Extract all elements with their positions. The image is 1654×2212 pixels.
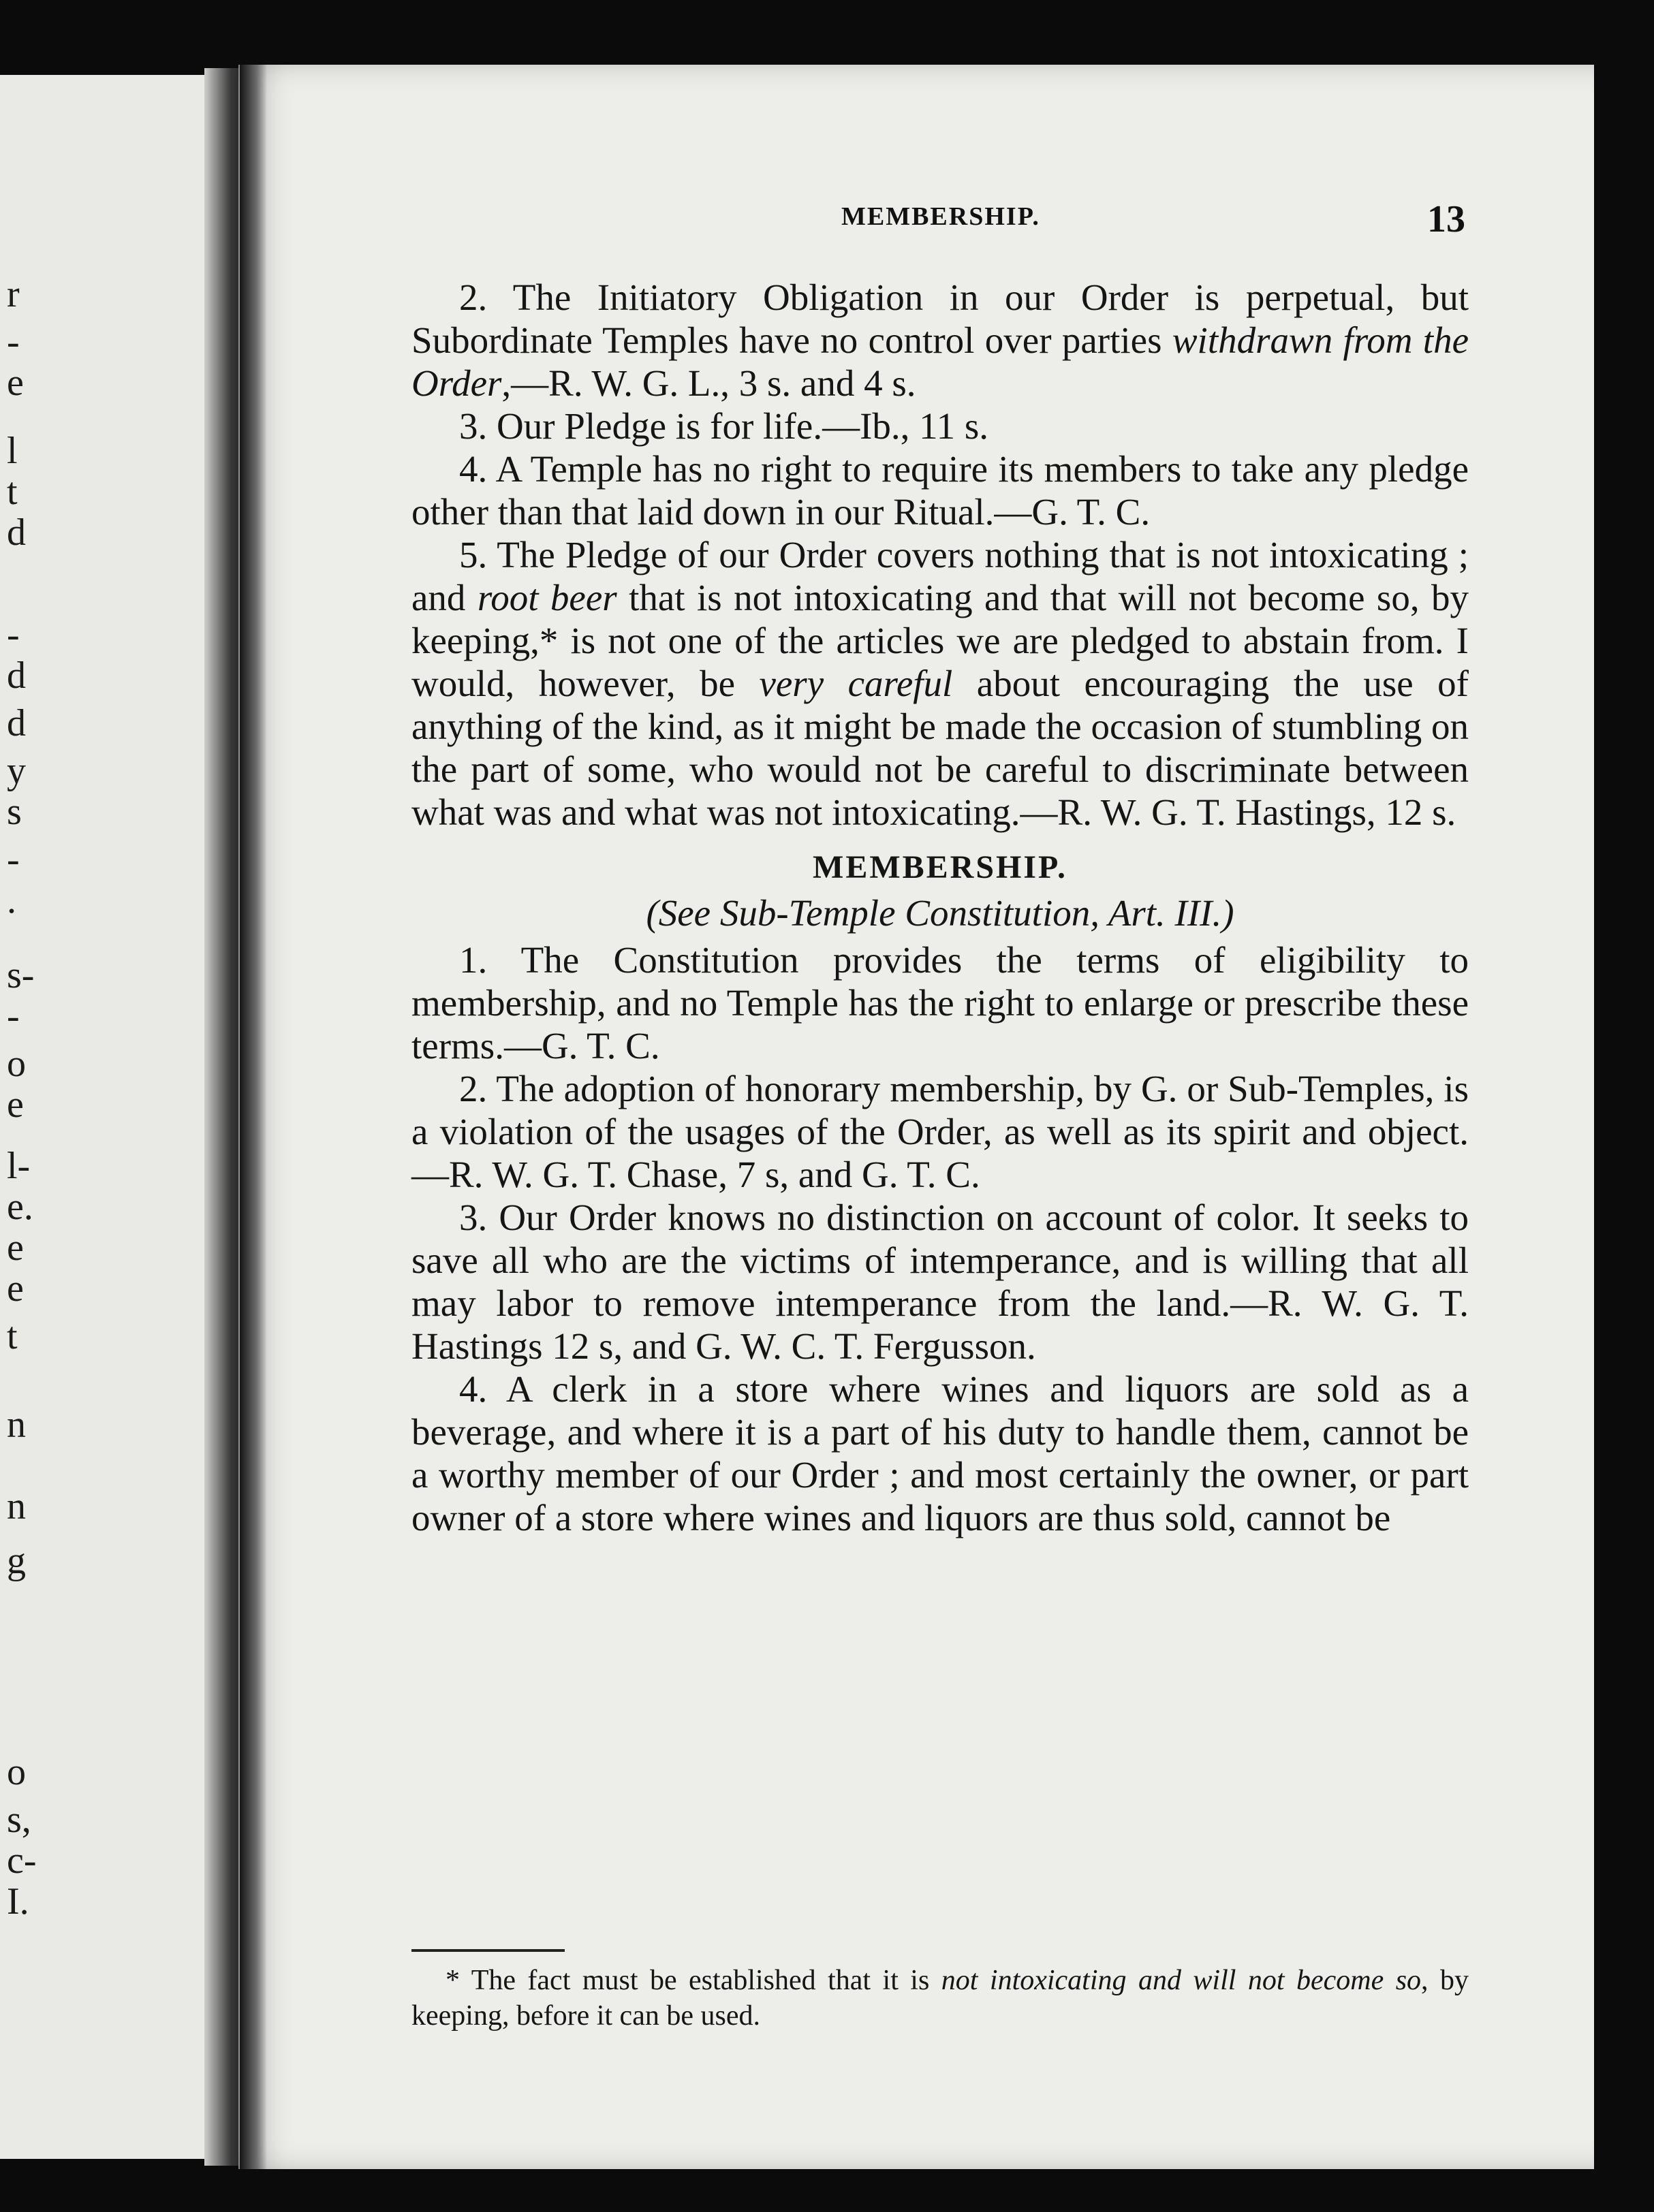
facing-page-glyph: d — [7, 654, 26, 697]
text-run: 2. The adoption of honorary membership, by G. or Sub-Temples, is a violation of the usages of the Order, as well as its spirit and object.—R. W. G. T. Chase, 7 s, and G. T. C. — [411, 1068, 1469, 1195]
facing-page-glyph: t — [7, 471, 18, 513]
facing-page-glyph: s- — [7, 954, 35, 996]
text-run: 4. A Temple has no right to require its members to take any pledge other than that laid down in our Ritual.—G. T. C. — [411, 448, 1469, 533]
italic-text: not intoxicating and will not become so — [941, 1965, 1422, 1996]
facing-page — [0, 75, 225, 2159]
paragraph — [411, 405, 1469, 447]
paragraphs-top — [411, 276, 1469, 834]
facing-page-glyph: e — [7, 362, 24, 404]
facing-page-glyph: d — [7, 702, 26, 744]
text-run: about encouraging the use of anything of the kind, as it might be made the occasion of stumbling on the part of some, who would not be careful to discriminate between what was and what was not intoxicating.—R. W. G. T. Hastings, 12 s. — [411, 663, 1469, 833]
facing-page-glyph: o — [7, 1043, 26, 1085]
text-run: 3. Our Order knows no distinction on account of color. It seeks to save all who are the victims of intemperance, and is willing that all may labor to remove intemperance from the land.—R. W. G. T. Hastings 12 s, and G. W. C. T. Fergusson. — [411, 1197, 1469, 1367]
facing-page-glyph: - — [7, 995, 20, 1037]
paragraph — [411, 447, 1469, 533]
facing-page-glyph: e. — [7, 1186, 33, 1228]
facing-page-glyph: s, — [7, 1799, 31, 1841]
text-run: 2. The Initiatory Obligation in our Order is perpetual, but Subordinate Temples have no control over parties — [411, 276, 1469, 361]
facing-page-glyph: r — [7, 273, 20, 315]
facing-page-glyph: t — [7, 1315, 18, 1357]
paragraph — [411, 1196, 1469, 1368]
facing-page-glyph: y — [7, 750, 26, 792]
page-number: 13 — [1427, 198, 1465, 240]
facing-page-glyph: - — [7, 321, 20, 363]
text-run: 4. A clerk in a store where wines and liquors are sold as a beverage, and where it is a part of his duty to handle them, cannot be a worthy member of our Order ; and most certainly the owner, or part owner of a store where wines and liquors are thus sold, cannot be — [411, 1368, 1469, 1538]
running-head: MEMBERSHIP. — [841, 202, 1040, 231]
text-run: ,—R. W. G. L., 3 s. and 4 s. — [501, 362, 916, 404]
facing-page-glyph: o — [7, 1751, 26, 1793]
section-heading: MEMBERSHIP. — [813, 849, 1067, 885]
paragraph — [411, 1067, 1469, 1196]
body-text — [411, 276, 1469, 1539]
facing-page-glyph: n — [7, 1404, 26, 1446]
facing-page-glyph: l — [7, 430, 18, 472]
footnote-rule — [411, 1949, 565, 1952]
facing-page-glyph: e — [7, 1084, 24, 1126]
facing-page-glyph: g — [7, 1540, 26, 1582]
text-run: 1. The Constitution provides the terms of eligibility to membership, and no Temple has the right to enlarge or prescribe these terms.—G. T. C. — [411, 939, 1469, 1066]
facing-page-glyph: - — [7, 614, 20, 656]
text-run: 3. Our Pledge is for life.—Ib., 11 s. — [459, 405, 989, 447]
italic-text: withdrawn from the Order — [411, 319, 1469, 404]
italic-text: very careful — [759, 663, 953, 704]
paragraph — [411, 938, 1469, 1067]
facing-page-glyph: . — [7, 879, 16, 921]
section-subheading: (See Sub-Temple Constitution, Art. III.) — [646, 892, 1234, 934]
facing-page-glyph: c- — [7, 1839, 37, 1882]
paragraph — [411, 533, 1469, 834]
footnote — [411, 1963, 1469, 2034]
text-run: 5. The Pledge of our Order covers nothing that is not intoxicating ; and — [411, 534, 1469, 618]
facing-page-glyph: e — [7, 1267, 24, 1310]
text-run: that is not intoxicating and that will not become so, by keeping,* is not one of the articles we are pledged to abstain from. I would, however, be — [411, 577, 1469, 704]
text-run: * The fact must be established that it is — [446, 1965, 941, 1996]
facing-page-glyph: e — [7, 1227, 24, 1269]
facing-page-glyph: s — [7, 791, 22, 833]
facing-page-glyph: l- — [7, 1145, 31, 1187]
facing-page-glyph: d — [7, 511, 26, 554]
facing-page-fragments — [0, 75, 41, 2159]
facing-page-glyph: n — [7, 1485, 26, 1528]
italic-text: root beer — [477, 577, 617, 618]
page-edge-shadow — [240, 65, 267, 2169]
text-run: , by keeping, before it can be used. — [411, 1965, 1469, 2032]
paragraphs-bottom — [411, 938, 1469, 1539]
paragraph — [411, 1368, 1469, 1539]
facing-page-glyph: I. — [7, 1880, 29, 1923]
paragraph — [411, 276, 1469, 405]
facing-page-glyph: - — [7, 838, 20, 881]
